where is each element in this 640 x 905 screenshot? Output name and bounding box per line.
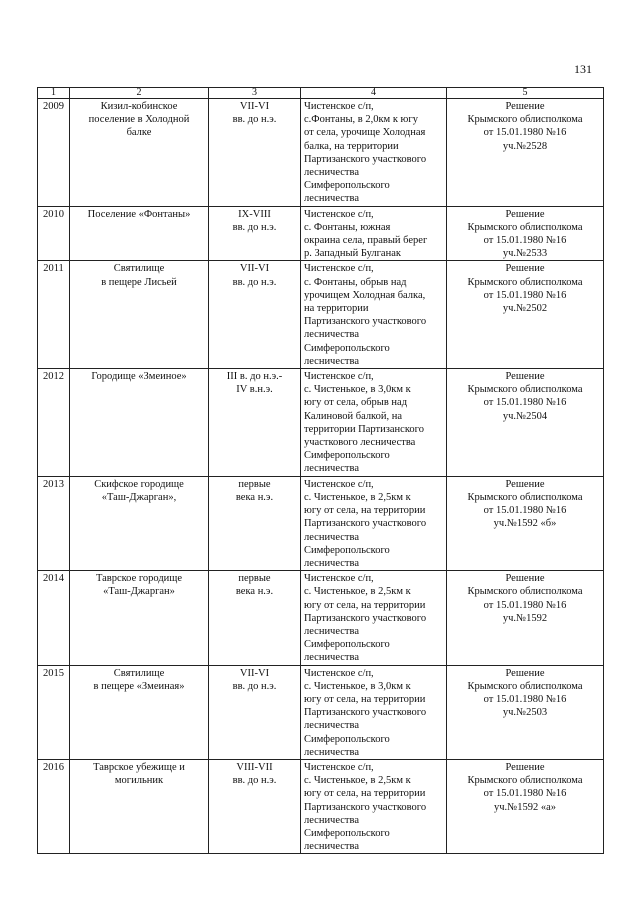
dating-line: IX-VIII [238,208,271,220]
location-line: Партизанского участкового [304,612,427,624]
column-header-1: 1 [38,88,70,99]
location-line: югу от села, на территории [304,788,426,800]
decision-line: от 15.01.1980 №16 [483,599,567,611]
row-number-cell: 2011 [38,261,70,369]
decision-line: от 15.01.1980 №16 [483,127,567,139]
site-name-line: в пещере «Змеиная» [93,680,185,692]
location-line: Симферопольского [304,450,390,462]
dating-cell [209,571,301,665]
decision-line: Крымского облисполкома [467,221,583,233]
table-row [38,99,604,207]
decision-line: уч.№1592 [502,612,548,624]
site-name-line: Таврское убежище и [93,761,185,773]
location-line: урочищем Холодная балка, [304,289,426,301]
dating-line: IV в.н.э. [236,384,273,396]
location-line: Партизанского участкового [304,316,427,328]
location-line: югу от села, обрыв над [304,397,408,409]
location-line: Чистенское с/п, [304,208,374,220]
location-line: лесничества [304,720,359,732]
page-number: 131 [574,62,592,76]
site-name-line: Городище «Змеиное» [91,371,187,383]
location-line: лесничества [304,329,359,341]
location-line: Партизанского участкового [304,518,427,530]
location-line: окраина села, правый берег [304,235,428,247]
dating-line: первые [238,478,271,490]
table-row [38,369,604,477]
decision-line: Крымского облисполкома [467,384,583,396]
location-line: Чистенское с/п, [304,101,374,112]
location-line: лесничества [304,355,359,367]
location-line: балка, на территории [304,140,399,152]
dating-cell [209,476,301,570]
row-number-cell: 2009 [38,99,70,207]
location-line: Симферопольского [304,544,390,556]
location-line: Симферопольского [304,342,390,354]
row-number-cell: 2015 [38,665,70,759]
location-line: на территории [304,303,369,315]
site-name-line: «Таш-Джарган» [103,586,175,598]
site-name-cell [70,261,209,369]
table-row [38,665,604,759]
dating-line: вв. до н.э. [232,114,277,126]
location-line: Чистенское с/п, [304,478,374,490]
location-line: Симферопольского [304,180,390,192]
table-body [38,88,604,854]
decision-line: Решение [505,573,545,585]
location-line: с. Чистенькое, в 3,0км к [304,680,411,692]
decision-line: Решение [505,667,545,679]
location-line: лесничества [304,463,359,475]
dating-line: вв. до н.э. [232,276,277,288]
column-header-5: 5 [447,88,604,99]
dating-line: вв. до н.э. [232,680,277,692]
decision-line: уч.№2528 [502,140,548,152]
location-line: с. Чистенькое, в 2,5км к [304,586,411,598]
decision-line: Крымского облисполкома [467,586,583,598]
location-line: югу от села, на территории [304,505,426,517]
decision-line: от 15.01.1980 №16 [483,788,567,800]
location-line: с. Чистенькое, в 3,0км к [304,384,411,396]
decision-line: уч.№1592 «б» [493,518,557,530]
decision-line: уч.№2504 [502,410,548,422]
decision-line: Крымского облисполкома [467,491,583,503]
decision-line: от 15.01.1980 №16 [483,505,567,517]
location-line: Партизанского участкового [304,707,427,719]
decision-line: Крымского облисполкома [467,775,583,787]
location-line: лесничества [304,746,359,758]
location-line: лесничества [304,841,359,853]
dating-line: вв. до н.э. [232,775,277,787]
location-line: Симферопольского [304,827,390,839]
location-line: лесничества [304,625,359,637]
dating-line: века н.э. [235,491,274,503]
location-line: с. Чистенькое, в 2,5км к [304,775,411,787]
location-line: с. Чистенькое, в 2,5км к [304,491,411,503]
location-line: р. Западный Булганак [304,248,401,260]
decision-cell [447,261,604,369]
location-line: территории Партизанского [304,423,424,435]
location-line: с. Фонтаны, южная [304,221,391,233]
column-header-4: 4 [301,88,447,99]
location-cell [301,369,447,477]
site-name-line: Скифское городище [94,478,184,490]
decision-line: Решение [505,263,545,275]
dating-line: первые [238,573,271,585]
site-name-cell [70,759,209,853]
location-line: югу от села, на территории [304,599,426,611]
site-name-cell [70,206,209,261]
decision-cell [447,571,604,665]
location-cell [301,571,447,665]
row-number-cell: 2010 [38,206,70,261]
decision-line: уч.№1592 «а» [494,801,556,813]
location-line: Чистенское с/п, [304,263,374,275]
site-name-cell [70,369,209,477]
dating-line: вв. до н.э. [232,221,277,233]
dating-line: VII-VI [239,101,270,112]
dating-line: III в. до н.э.- [226,371,283,383]
decision-line: Решение [505,208,545,220]
decision-line: Крымского облисполкома [467,276,583,288]
dating-cell [209,99,301,207]
location-line: участкового лесничества [304,437,416,449]
location-line: Чистенское с/п, [304,667,374,679]
site-name-cell [70,571,209,665]
table-row [38,476,604,570]
decision-line: от 15.01.1980 №16 [483,397,567,409]
decision-line: Решение [505,761,545,773]
table-header-row [38,88,604,99]
location-line: лесничества [304,557,359,569]
decision-cell [447,206,604,261]
decision-cell [447,759,604,853]
decision-line: уч.№2503 [502,707,548,719]
decision-cell [447,369,604,477]
location-line: Чистенское с/п, [304,573,374,585]
dating-cell [209,369,301,477]
table-row [38,261,604,369]
location-line: лесничества [304,167,359,179]
heritage-registry-table [37,87,604,854]
location-line: Партизанского участкового [304,801,427,813]
dating-line: VIII-VII [236,761,273,773]
decision-line: уч.№2502 [502,303,548,315]
decision-line: от 15.01.1980 №16 [483,693,567,705]
site-name-cell [70,476,209,570]
location-line: лесничества [304,814,359,826]
location-cell [301,261,447,369]
dating-line: века н.э. [235,586,274,598]
site-name-cell [70,665,209,759]
decision-line: от 15.01.1980 №16 [483,289,567,301]
decision-cell [447,99,604,207]
location-cell [301,759,447,853]
site-name-line: Поселение «Фонтаны» [87,208,191,220]
column-header-2: 2 [70,88,209,99]
site-name-line: балке [126,127,152,139]
dating-cell [209,261,301,369]
location-line: лесничества [304,531,359,543]
site-name-cell [70,99,209,207]
location-cell [301,665,447,759]
decision-line: от 15.01.1980 №16 [483,235,567,247]
decision-cell [447,665,604,759]
location-line: Симферопольского [304,733,390,745]
dating-cell [209,665,301,759]
decision-line: Решение [505,478,545,490]
row-number-cell: 2012 [38,369,70,477]
site-name-line: поселение в Холодной [88,114,190,126]
location-cell [301,206,447,261]
site-name-line: «Таш-Джарган», [101,491,177,503]
site-name-line: Таврское городище [95,573,183,585]
table-row [38,759,604,853]
location-line: Чистенское с/п, [304,761,374,773]
location-line: Симферопольского [304,639,390,651]
location-line: Партизанского участкового [304,153,427,165]
decision-line: уч.№2533 [502,248,548,260]
location-line: югу от села, на территории [304,693,426,705]
location-line: Калиновой балкой, на [304,410,403,422]
location-line: с. Фонтаны, обрыв над [304,276,407,288]
location-line: лесничества [304,193,359,205]
location-line: лесничества [304,652,359,664]
site-name-line: Кизил-кобинское [100,101,178,112]
site-name-line: Святилище [113,667,165,679]
dating-cell [209,206,301,261]
dating-cell [209,759,301,853]
row-number-cell: 2014 [38,571,70,665]
location-line: Чистенское с/п, [304,371,374,383]
location-cell [301,476,447,570]
table-row [38,206,604,261]
site-name-line: Святилище [113,263,165,275]
location-cell [301,99,447,207]
row-number-cell: 2016 [38,759,70,853]
location-line: с.Фонтаны, в 2,0км к югу [304,114,418,126]
decision-line: Крымского облисполкома [467,114,583,126]
dating-line: VII-VI [239,667,270,679]
table-row [38,571,604,665]
dating-line: VII-VI [239,263,270,275]
location-line: от села, урочище Холодная [304,127,426,139]
decision-line: Решение [505,371,545,383]
decision-line: Решение [505,101,545,112]
column-header-3: 3 [209,88,301,99]
decision-line: Крымского облисполкома [467,680,583,692]
site-name-line: могильник [114,775,164,787]
site-name-line: в пещере Лисьей [101,276,177,288]
decision-cell [447,476,604,570]
row-number-cell: 2013 [38,476,70,570]
